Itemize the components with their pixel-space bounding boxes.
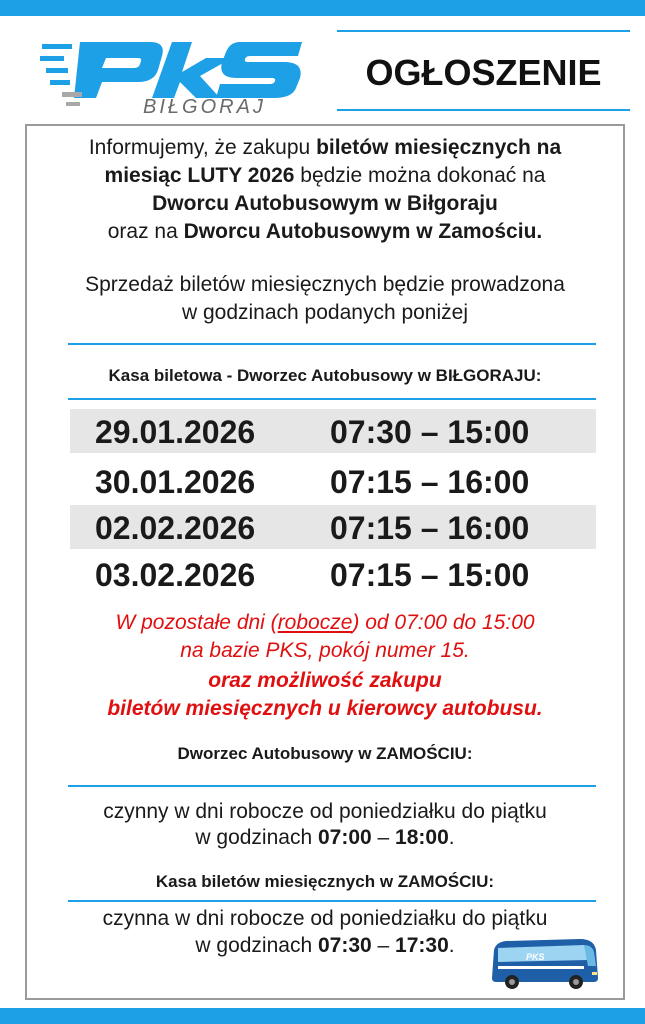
intro-text: oraz na [107, 220, 184, 243]
pks-logo [40, 34, 310, 126]
zamosc-station-line-1: czynny w dni robocze od poniedziałku do piątku [103, 800, 547, 823]
intro-bold: Dworcu Autobusowym w Zamościu. [183, 220, 543, 243]
schedule-date: 03.02.2026 [95, 557, 256, 593]
divider [68, 785, 596, 787]
schedule-date: 30.01.2026 [95, 464, 256, 500]
bilgoraj-section-title: Kasa biletowa - Dworzec Autobusowy w BIŁGORAJU: [108, 366, 542, 385]
schedule-hours: 07:15 – 16:00 [330, 510, 530, 546]
hours-open: 07:30 [317, 934, 372, 957]
zamosc-station-line-2 [25, 824, 625, 852]
schedule-row [70, 409, 596, 453]
intro-text: będzie można dokonać na [294, 164, 546, 187]
other-days-line-3 [25, 667, 625, 695]
hours-open: 07:00 [317, 826, 372, 849]
schedule-hours: 07:30 – 15:00 [330, 414, 530, 450]
schedule-hours: 07:15 – 16:00 [330, 464, 530, 500]
schedule-row [70, 552, 596, 596]
other-days-line-4 [25, 695, 625, 723]
other-days-bold: oraz możliwość zakupu [208, 669, 442, 692]
hours-period: . [448, 934, 455, 957]
heading-block [337, 30, 630, 110]
zamosc-station-title: Dworzec Autobusowy w ZAMOŚCIU: [177, 744, 473, 763]
sales-line-2: w godzinach podanych poniżej [181, 301, 469, 324]
bus-icon [488, 936, 602, 992]
page-title: OGŁOSZENIE [365, 52, 602, 93]
zamosc-kasa-title: Kasa biletów miesięcznych w ZAMOŚCIU: [155, 872, 495, 891]
heading-divider-top [337, 30, 630, 32]
other-days-line-1 [25, 609, 625, 637]
schedule-row [70, 505, 596, 549]
zamosc-kasa-line-1: czynna w dni robocze od poniedziałku do piątku [102, 907, 548, 930]
other-days-text: ) od 07:00 do 15:00 [352, 611, 535, 634]
heading-divider-bottom [337, 109, 630, 111]
bottom-accent-bar [0, 1008, 645, 1024]
hours-close: 18:00 [395, 826, 449, 849]
hours-dash: – [371, 934, 396, 957]
other-days-text: W pozostałe dni ( [115, 611, 278, 634]
intro-text: Informujemy, że zakupu [88, 136, 317, 159]
hours-period: . [448, 826, 455, 849]
intro-line-2 [25, 162, 625, 190]
bus-image [488, 936, 602, 992]
other-days-line-2 [25, 637, 625, 665]
schedule-hours: 07:15 – 15:00 [330, 557, 530, 593]
intro-month: miesiąc LUTY 2026 [104, 164, 295, 187]
intro-line-1 [25, 134, 625, 162]
hours-text: w godzinach [195, 826, 318, 849]
other-days-bold: biletów miesięcznych u kierowcy autobusu. [107, 697, 543, 720]
sales-line-1: Sprzedaż biletów miesięcznych będzie prowadzona [85, 273, 565, 296]
divider [68, 900, 596, 902]
intro-bold: biletów miesięcznych na [316, 136, 562, 159]
top-accent-bar [0, 0, 645, 16]
hours-text: w godzinach [195, 934, 318, 957]
svg-text:PKS: PKS [526, 952, 545, 962]
hours-close: 17:30 [395, 934, 449, 957]
schedule-date: 02.02.2026 [95, 510, 256, 546]
schedule-row [70, 459, 596, 503]
intro-line-4 [25, 218, 625, 246]
intro-line-3: Dworcu Autobusowym w Biłgoraju [152, 192, 498, 215]
divider [68, 343, 596, 345]
other-days-underlined: robocze [277, 611, 353, 634]
logo-subtitle: BIŁGORAJ [143, 96, 266, 118]
divider [68, 398, 596, 400]
other-days-text: na bazie PKS, pokój numer 15. [180, 639, 470, 662]
schedule-date: 29.01.2026 [95, 414, 256, 450]
hours-dash: – [371, 826, 396, 849]
